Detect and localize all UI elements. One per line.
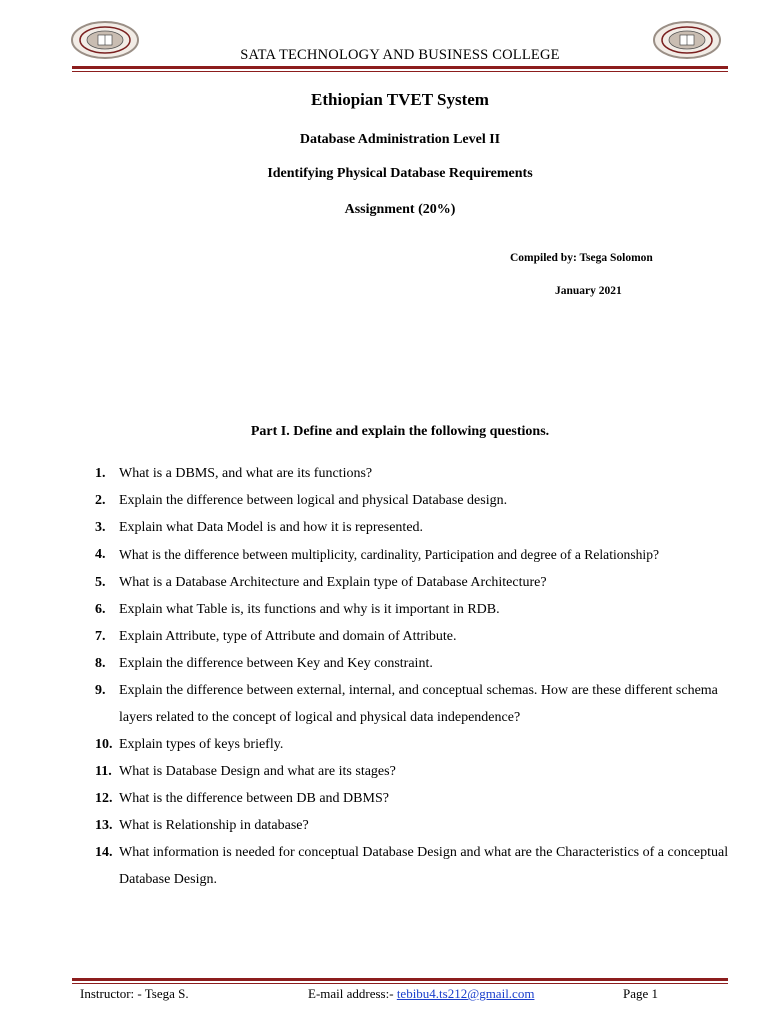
header-divider — [72, 66, 728, 69]
question-item — [95, 731, 735, 758]
question-text: Explain what Table is, its functions and why is it important in RDB. — [119, 602, 500, 617]
question-item — [95, 596, 735, 623]
question-item — [95, 785, 735, 812]
question-text: What is Database Design and what are its stages? — [119, 764, 396, 779]
question-number: 14. — [95, 845, 113, 860]
question-item — [95, 487, 735, 514]
question-text: What information is needed for conceptual Database Design and what are the Characteristics of a conceptual Database Design. — [119, 845, 729, 887]
question-item — [95, 514, 735, 541]
question-text: Explain what Data Model is and how it is represented. — [119, 520, 424, 535]
course-title: Database Administration Level II — [299, 132, 501, 147]
question-item — [95, 623, 735, 650]
question-item — [95, 758, 735, 785]
part-heading: Part I. Define and explain the following questions. — [250, 424, 550, 439]
question-number: 8. — [95, 656, 106, 671]
question-item — [95, 812, 735, 839]
question-text: Explain the difference between logical and physical Database design. — [119, 493, 508, 508]
compiled-by: Compiled by: Tsega Solomon — [510, 252, 653, 264]
question-number: 6. — [95, 602, 106, 617]
document-date: January 2021 — [555, 285, 622, 297]
email-label: E-mail address:- — [308, 986, 397, 1001]
question-text: Explain the difference between external, internal, and conceptual schemas. How are these different schema layers related to the concept of logical and physical data independence? — [119, 683, 718, 725]
question-number: 1. — [95, 466, 106, 481]
question-number: 5. — [95, 575, 106, 590]
footer-divider-thin — [72, 983, 728, 984]
question-number: 7. — [95, 629, 106, 644]
question-number: 11. — [95, 764, 112, 779]
question-list — [95, 460, 735, 893]
question-text: What is a Database Architecture and Explain type of Database Architecture? — [119, 575, 547, 590]
question-item — [95, 677, 735, 731]
question-item — [95, 541, 735, 569]
question-number: 10. — [95, 737, 113, 752]
page-number: Page 1 — [623, 986, 659, 1001]
question-number: 9. — [95, 683, 106, 698]
question-text: Explain the difference between Key and Key constraint. — [119, 656, 433, 671]
question-text: What is a DBMS, and what are its functions? — [119, 466, 373, 481]
question-number: 13. — [95, 818, 113, 833]
document-title: Ethiopian TVET System — [311, 90, 489, 109]
question-number: 4. — [95, 547, 106, 562]
footer-instructor: Instructor: - Tsega S. — [80, 986, 189, 1001]
header-divider-thin — [72, 71, 728, 72]
question-text: Explain types of keys briefly. — [119, 737, 284, 752]
email-link[interactable]: tebibu4.ts212@gmail.com — [396, 986, 535, 1001]
footer-email — [308, 986, 534, 1002]
question-item — [95, 460, 735, 487]
assignment-title: Assignment (20%) — [344, 202, 456, 217]
question-item — [95, 569, 735, 596]
question-text: What is the difference between multiplicity, cardinality, Participation and degree of a Relationship? — [119, 547, 660, 562]
question-number: 3. — [95, 520, 106, 535]
question-number: 12. — [95, 791, 113, 806]
topic-title: Identifying Physical Database Requirements — [267, 166, 533, 181]
question-text: Explain Attribute, type of Attribute and domain of Attribute. — [119, 629, 457, 644]
question-text: What is Relationship in database? — [119, 818, 309, 833]
college-name: SATA TECHNOLOGY AND BUSINESS COLLEGE — [240, 47, 560, 63]
question-item — [95, 650, 735, 677]
footer-divider — [72, 978, 728, 981]
question-text: What is the difference between DB and DBMS? — [119, 791, 389, 806]
question-number: 2. — [95, 493, 106, 508]
question-item — [95, 839, 735, 893]
